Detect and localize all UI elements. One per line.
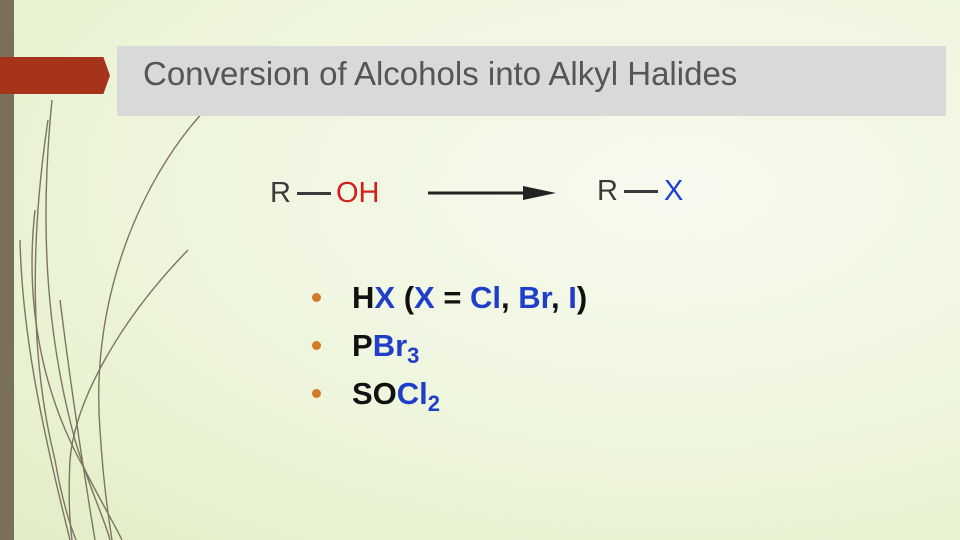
reagent-text: ( [395,280,415,315]
reagent-text: Br [518,280,552,315]
reagent-text: X [374,280,396,315]
reagent-text: Cl [396,376,428,411]
reagent-text: Br [372,328,408,363]
reagent-text: I [568,280,577,315]
reagent-text: , [501,280,519,315]
slide-title: Conversion of Alcohols into Alkyl Halides [143,55,738,92]
reaction-arrow [428,183,558,203]
reagent-subscript: 3 [407,343,420,368]
product-x-label: X [664,175,684,207]
bullet-dot [312,389,321,398]
reagent-subscript: 2 [427,391,441,416]
reactant-bond [297,192,331,195]
reagent-text: = [434,280,471,315]
title-accent-tab [0,57,110,94]
bullet-dot [312,341,321,350]
reagent-text: ) [576,280,588,315]
reagent-text: Cl [470,280,502,315]
product-r-label: R [597,175,618,207]
reagent-text: H [352,280,375,315]
reactant-oh-label: OH [336,177,380,209]
reagent-text: SO [352,376,397,411]
reagent-text: , [551,280,569,315]
product-bond [624,190,658,193]
reagent-text: P [352,328,373,363]
bullet-dot [312,293,321,302]
reactant-r-label: R [270,177,291,209]
reagent-text: X [414,280,435,315]
